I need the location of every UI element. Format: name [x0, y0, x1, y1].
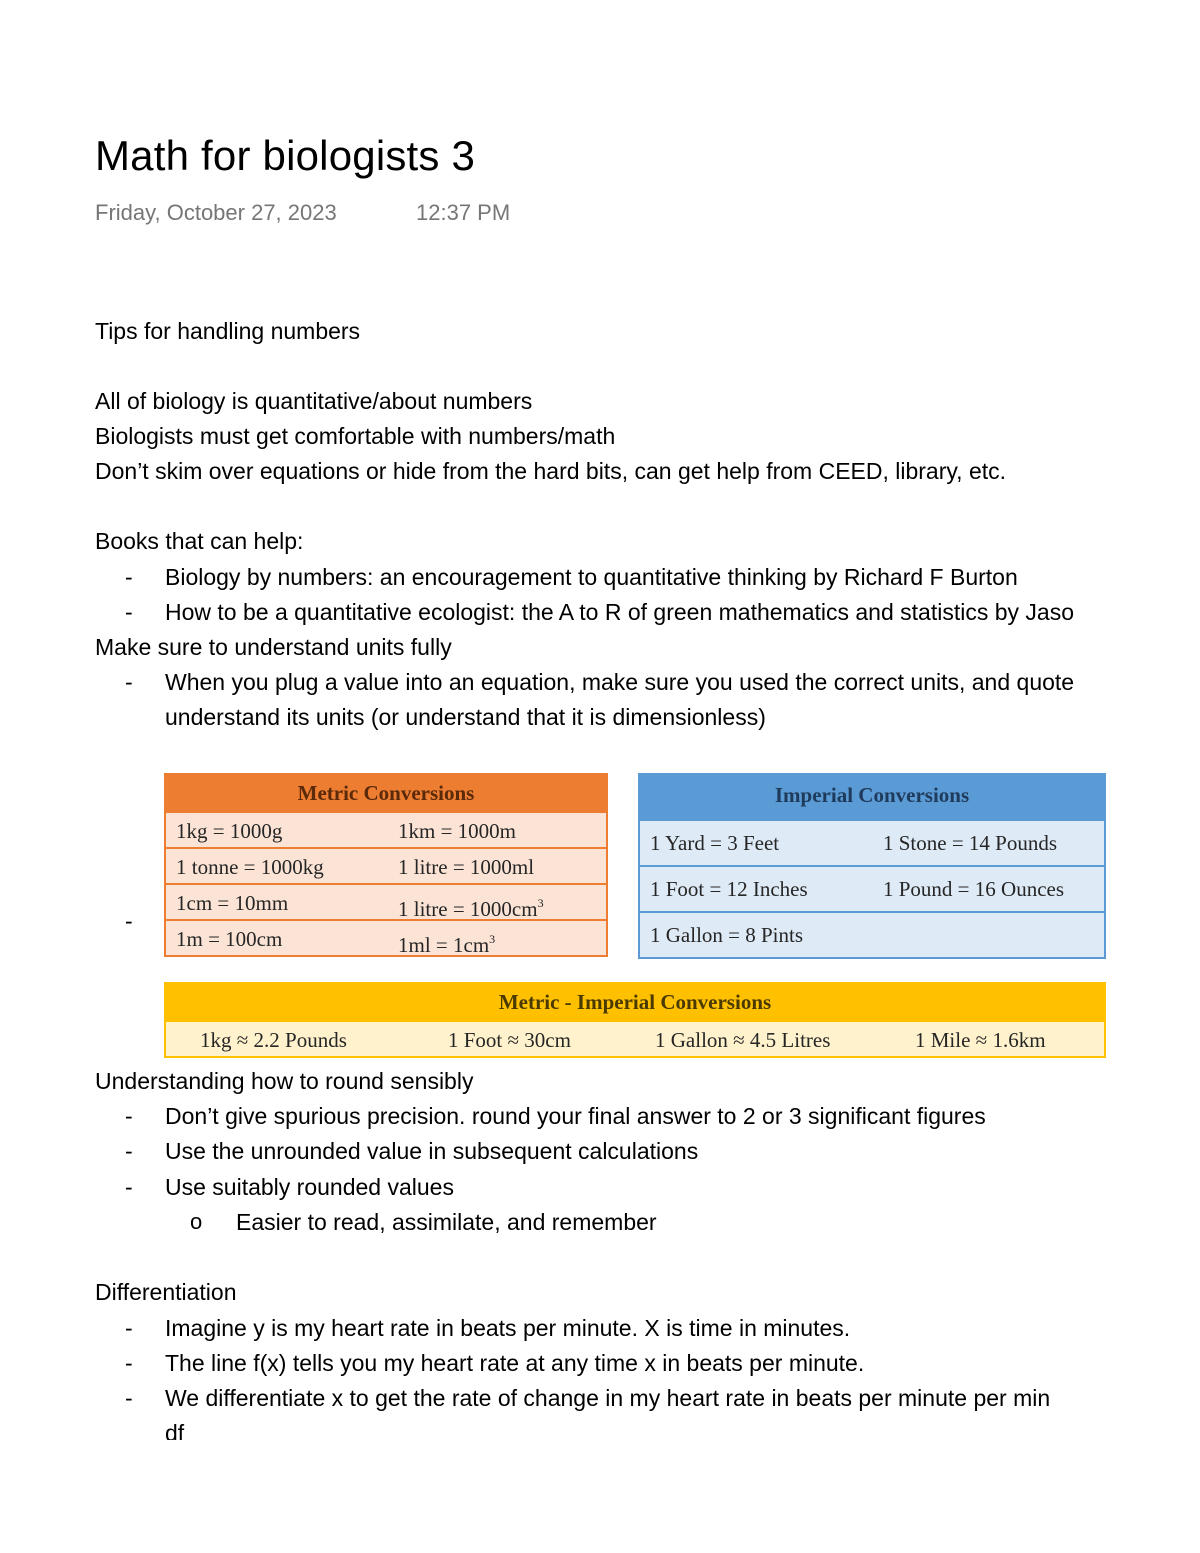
table-cell: 1 Gallon ≈ 4.5 Litres [655, 1028, 831, 1052]
table-cell: 1 Foot ≈ 30cm [448, 1028, 571, 1052]
metric-imperial-conversions-table [164, 982, 1106, 1058]
rounding-item: Use suitably rounded values [165, 1174, 454, 1200]
text-line: Don’t skim over equations or hide from the hard bits, can get help from CEED, library, etc. [95, 458, 1007, 484]
differentiation-item: We differentiate x to get the rate of change in my heart rate in beats per minute per min [165, 1385, 1051, 1411]
units-bullet-line-1: When you plug a value into an equation, make sure you used the correct units, and quote [165, 669, 1075, 695]
note-time: 12:37 PM [416, 200, 511, 225]
book-item: Biology by numbers: an encouragement to quantitative thinking by Richard F Burton [165, 564, 1018, 590]
table-cell: 1m = 100cm [176, 927, 283, 951]
page-title: Math for biologists 3 [95, 132, 476, 179]
text-line: Biologists must get comfortable with numbers/math [95, 423, 616, 449]
table-cell: 1kg = 1000g [176, 819, 283, 843]
bullet-marker: - [125, 908, 133, 934]
table-cell: 1 Stone = 14 Pounds [883, 831, 1058, 855]
cutoff-text: df [165, 1420, 185, 1440]
units-heading: Make sure to understand units fully [95, 634, 452, 660]
metric-imperial-table-title: Metric - Imperial Conversions [166, 984, 1104, 1020]
bullet-marker: - [125, 669, 133, 695]
table-row [166, 811, 606, 847]
bullet-marker: - [125, 1315, 133, 1341]
superscript: 3 [537, 896, 544, 910]
differentiation-heading: Differentiation [95, 1279, 237, 1305]
table-cell: 1cm = 10mm [176, 891, 289, 915]
rounding-heading: Understanding how to round sensibly [95, 1068, 474, 1094]
table-cell: 1 Yard = 3 Feet [650, 831, 780, 855]
bullet-marker: - [125, 564, 133, 590]
books-heading: Books that can help: [95, 528, 304, 554]
rounding-item: Use the unrounded value in subsequent calculations [165, 1138, 699, 1164]
table-cell: 1kg ≈ 2.2 Pounds [200, 1028, 347, 1052]
table-cell: 1 Pound = 16 Ounces [883, 877, 1065, 901]
table-row [640, 865, 1104, 911]
superscript: 3 [489, 932, 496, 946]
imperial-conversions-table [638, 773, 1106, 959]
rounding-sub-item: Easier to read, assimilate, and remember [236, 1209, 657, 1235]
table-row [166, 1020, 1104, 1056]
table-cell: 1 litre = 1000ml [398, 855, 535, 879]
cell-text: 1ml = 1cm [398, 933, 490, 957]
table-cell: 1 tonne = 1000kg [176, 855, 324, 879]
differentiation-item: The line f(x) tells you my heart rate at any time x in beats per minute. [165, 1350, 865, 1376]
metric-conversions-table [164, 773, 608, 957]
sub-bullet-marker: o [190, 1209, 203, 1234]
table-row [166, 919, 606, 955]
imperial-table-title: Imperial Conversions [640, 775, 1104, 819]
bullet-marker: - [125, 1138, 133, 1164]
table-cell: 1 Gallon = 8 Pints [650, 923, 804, 947]
table-row [166, 847, 606, 883]
tips-heading: Tips for handling numbers [95, 318, 361, 344]
bullet-marker: - [125, 1350, 133, 1376]
table-cell [398, 921, 495, 963]
book-item: How to be a quantitative ecologist: the A to R of green mathematics and statistics by Jaso [165, 599, 1074, 625]
text-line: All of biology is quantitative/about numbers [95, 388, 533, 414]
bullet-marker: - [125, 599, 133, 625]
units-bullet-line-2: understand its units (or understand that it is dimensionless) [165, 704, 766, 730]
table-row [640, 911, 1104, 957]
table-cell: 1km = 1000m [398, 819, 517, 843]
rounding-item: Don’t give spurious precision. round your final answer to 2 or 3 significant figures [165, 1103, 986, 1129]
differentiation-item: Imagine y is my heart rate in beats per minute. X is time in minutes. [165, 1315, 851, 1341]
table-cell: 1 Mile ≈ 1.6km [915, 1028, 1046, 1052]
bullet-marker: - [125, 1103, 133, 1129]
table-row [640, 819, 1104, 865]
cell-text: 1 litre = 1000cm [398, 897, 538, 921]
note-date: Friday, October 27, 2023 [95, 200, 337, 225]
table-cell: 1 Foot = 12 Inches [650, 877, 808, 901]
bullet-marker: - [125, 1385, 133, 1411]
bullet-marker: - [125, 1174, 133, 1200]
table-row [166, 883, 606, 919]
metric-table-title: Metric Conversions [166, 775, 606, 811]
